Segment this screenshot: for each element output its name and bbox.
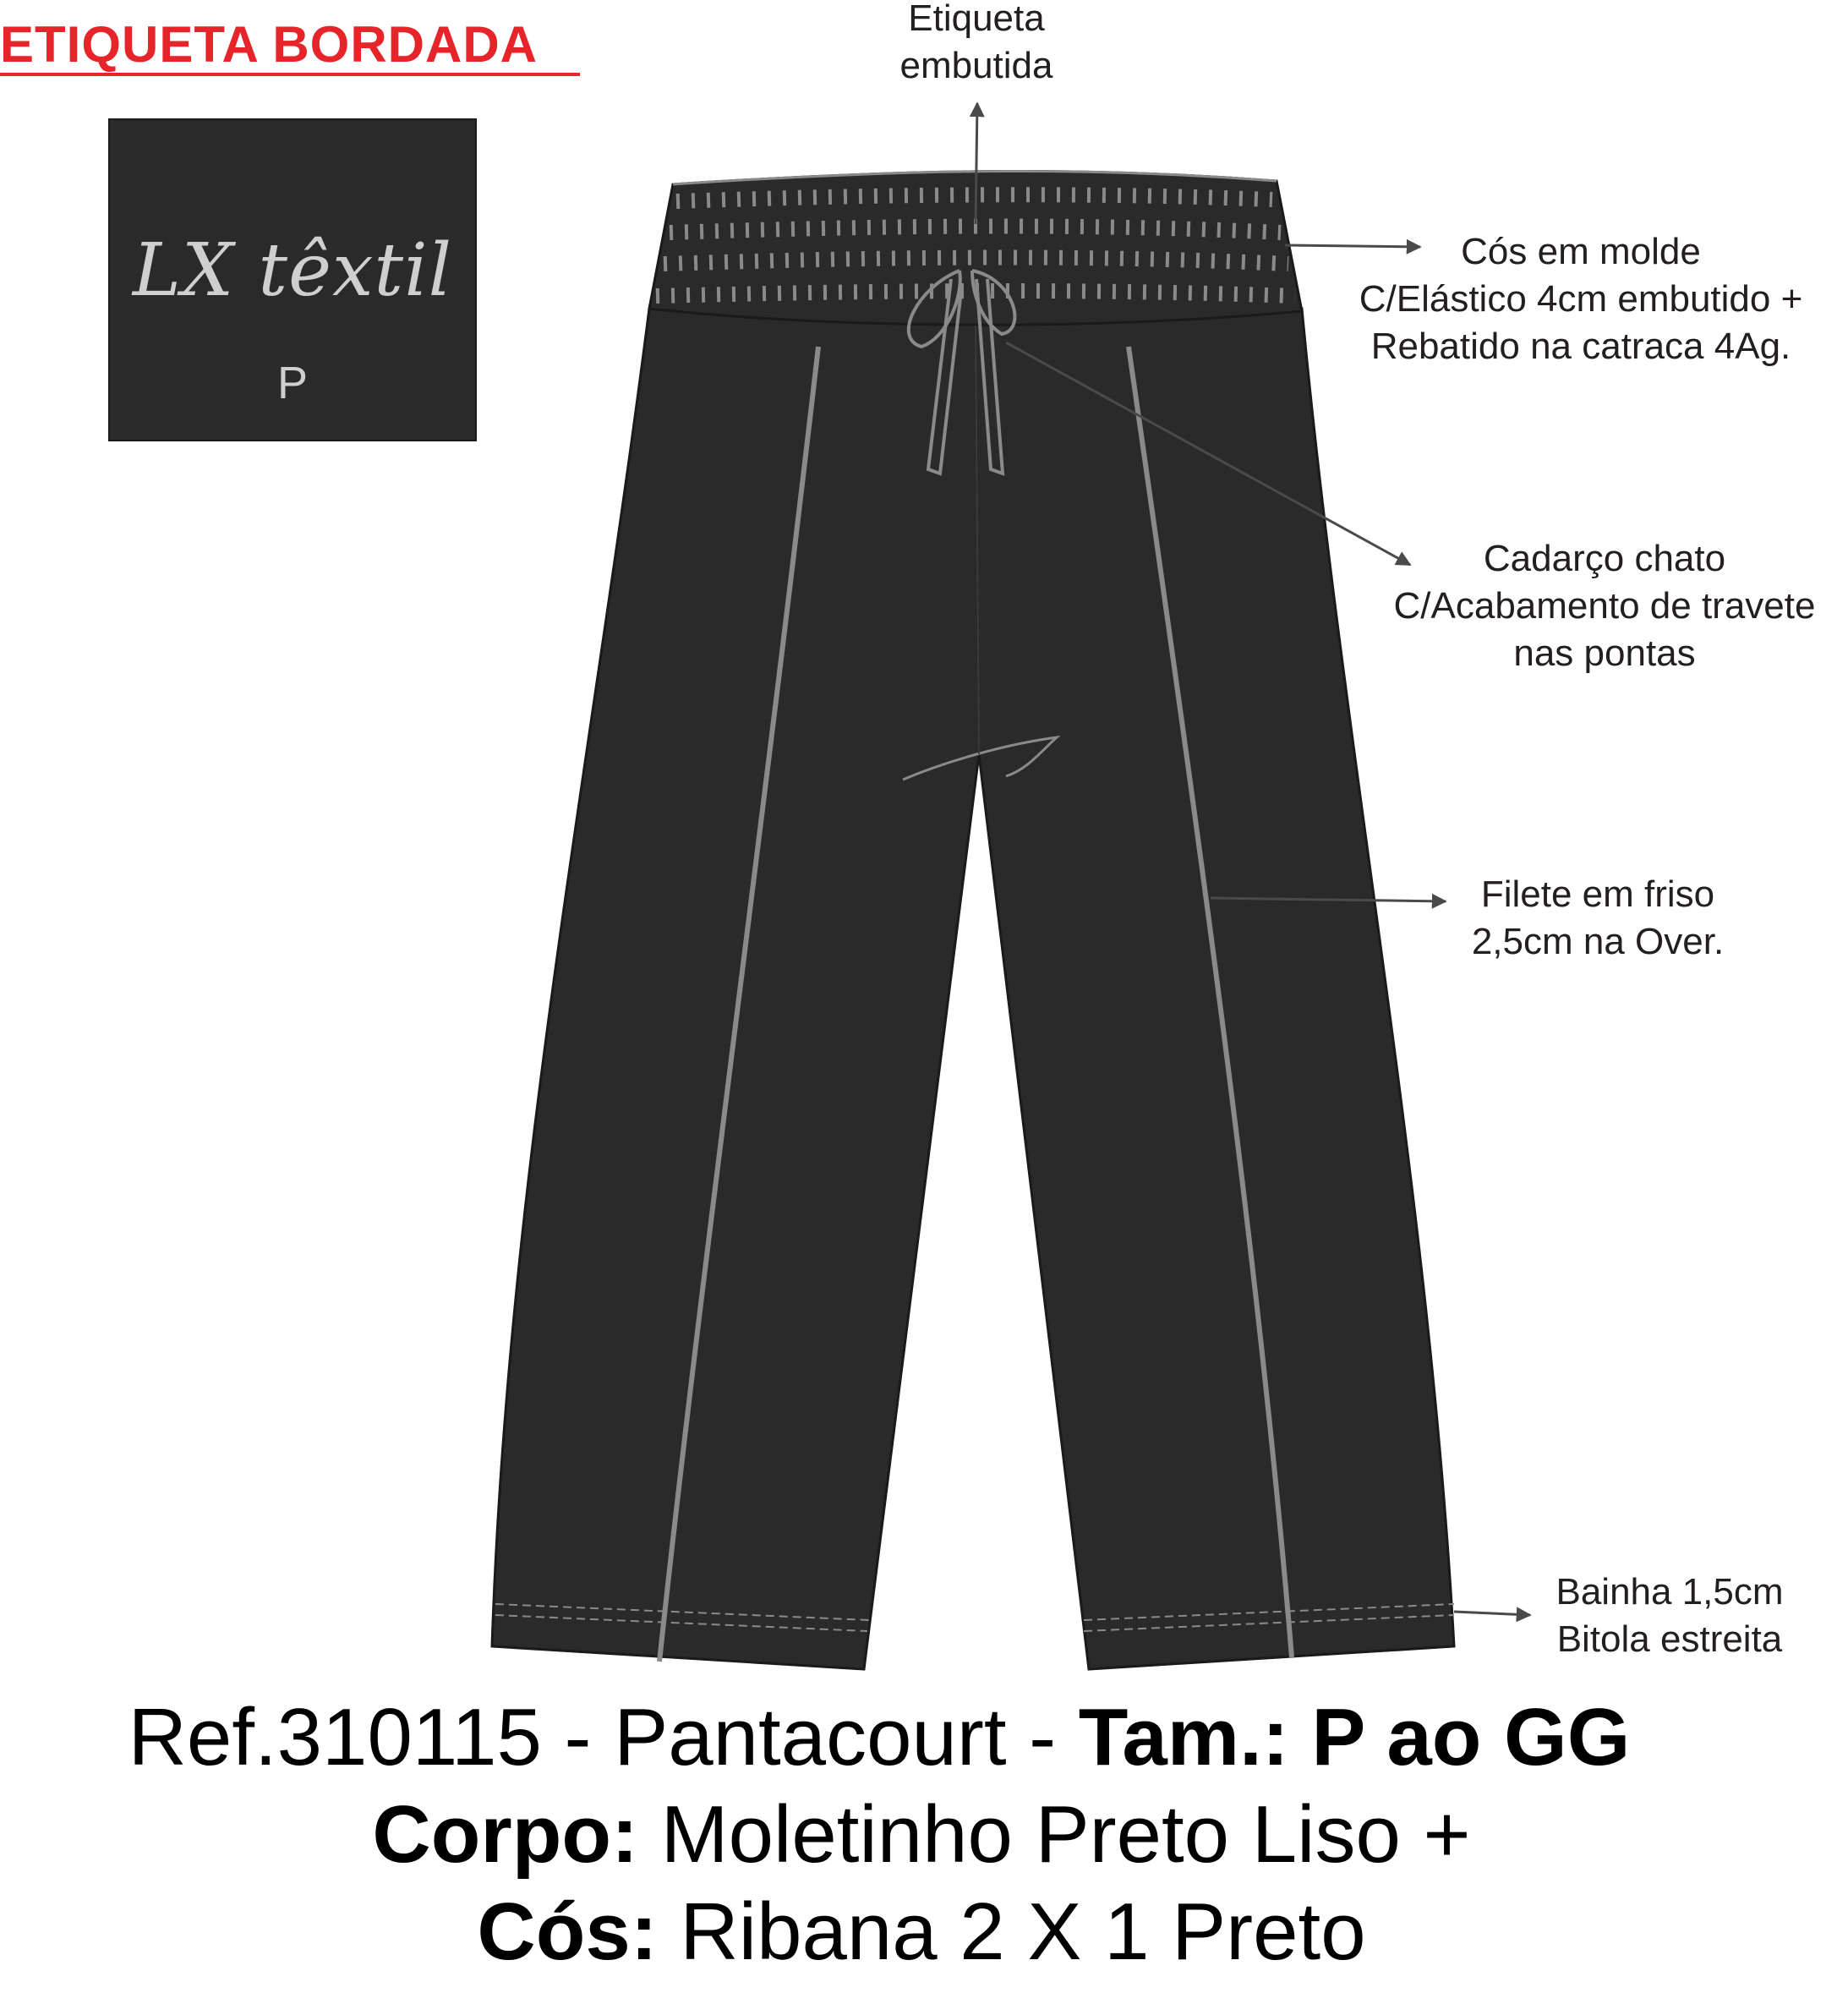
caption-body-fabric: Moletinho Preto Liso + <box>638 1789 1471 1880</box>
caption-sizes: Tam.: P ao GG <box>1078 1692 1631 1782</box>
callout-cadarco <box>1361 535 1848 677</box>
callout-filete-line-2: 2,5cm na Over. <box>1471 921 1725 962</box>
callout-etiqueta-line-2: embutida <box>899 45 1053 86</box>
callout-etiqueta-line-1: Etiqueta <box>908 0 1045 39</box>
callout-bainha <box>1522 1569 1818 1663</box>
callout-cos-line-3: Rebatido na catraca 4Ag. <box>1370 326 1791 367</box>
callout-cadarco-line-1: Cadarço chato <box>1483 538 1726 579</box>
pants-body <box>492 309 1454 1669</box>
callout-filete <box>1429 871 1767 966</box>
caption-waistband-fabric: Ribana 2 X 1 Preto <box>657 1886 1366 1977</box>
caption-body-label: Corpo: <box>372 1789 638 1880</box>
callout-filete-line-1: Filete em friso <box>1480 873 1715 915</box>
caption-waistband-line <box>254 1886 1589 1979</box>
callout-cos-line-2: C/Elástico 4cm embutido + <box>1359 278 1803 320</box>
arrow-bainha <box>1454 1612 1530 1615</box>
caption-body-line <box>254 1788 1589 1881</box>
callout-cos <box>1319 228 1843 370</box>
callout-etiqueta-embutida <box>862 0 1091 90</box>
embroidered-label-title: ETIQUETA BORDADA <box>0 16 538 73</box>
caption-reference: Ref.310115 - Pantacourt - <box>128 1692 1079 1782</box>
arrow-etiqueta <box>976 103 977 224</box>
callout-cadarco-line-3: nas pontas <box>1513 632 1696 674</box>
label-brand-text: LX têxtil <box>132 228 453 313</box>
caption-reference-line <box>127 1691 1632 1784</box>
caption-waistband-label: Cós: <box>477 1886 658 1977</box>
callout-bainha-line-2: Bitola estreita <box>1556 1618 1783 1660</box>
callout-cos-line-1: Cós em molde <box>1461 231 1701 272</box>
callout-bainha-line-1: Bainha 1,5cm <box>1555 1571 1784 1613</box>
callout-cadarco-line-2: C/Acabamento de travete <box>1393 585 1816 627</box>
label-size-text: P <box>276 358 309 408</box>
